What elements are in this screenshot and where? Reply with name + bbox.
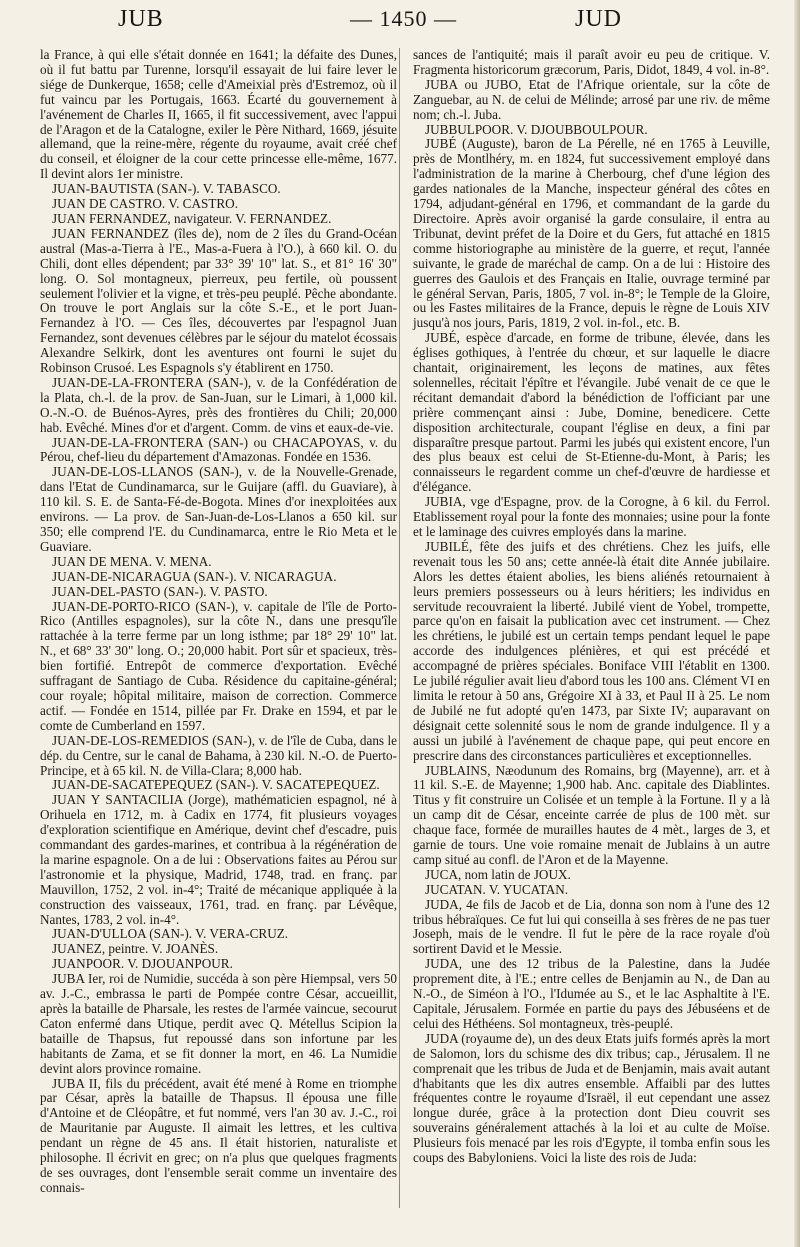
dictionary-entry: JUANEZ, peintre. V. JOANÈS. xyxy=(52,941,219,957)
left-column xyxy=(40,48,397,1196)
dictionary-entry: JUBA ou JUBO, Etat de l'Afrique orientale, sur la côte de Zanguebar, au N. de celui de Mélinde; arrosé par une riv. de même nom; ch.-l. Juba. xyxy=(413,76,770,122)
dictionary-entry: sances de l'antiquité; mais il paraît avoir eu peu de critique. V. Fragmenta historicorum græcorum, Paris, Didot, 1849, 4 vol. in-8°. xyxy=(413,47,770,77)
dictionary-entry: JUAN-DE-PORTO-RICO (SAN-), v. capitale de l'île de Porto-Rico (Antilles espagnoles), sur la côte N., dans une presqu'île rattachée à la terre ferme par un long isthme; par 18° 29' 10" lat. N., et 68° 33' 30" long. O.; 20,000 habit. Port sûr et spacieux, très-bien fortifié. Entrepôt de commerce d'exportation. Evêché suffragant de Santiago de Cuba. Résidence du capitaine-général; cour royale; hôpital militaire, maison de correction. Commerce actif. — Fondée en 1514, pillée par Fr. Drake en 1594, et par le comte de Cumberland en 1597. xyxy=(40,598,397,733)
header-left-guide-word: JUB xyxy=(118,6,164,32)
dictionary-entry: JUANPOOR. V. DJOUANPOUR. xyxy=(52,956,233,972)
dictionary-entry: JUBLAINS, Næodunum des Romains, brg (Mayenne), arr. et à 11 kil. S.-E. de Mayenne; 1,900 hab. Anc. capitale des Diablintes. Titus y fit construire un Colisée et un temple à la Fortune. Il y a là un camp dit de César, enceinte carrée de plus de 100 mèt. sur chaque face, formée de murailles hautes de 4 mèt., larges de 3, et garnie de tours. Une voie romaine menait de Jublains à un autre camp situé au confl. de l'Aron et de la Mayenne. xyxy=(413,762,770,867)
dictionary-entry: JUBÉ, espèce d'arcade, en forme de tribune, élevée, dans les églises gothiques, à l'entrée du chœur, et sur laquelle le diacre chantait, originairement, les leçons de matines, aux fêtes solennelles, récitait l'épître et l'évangile. Jubé venait de ce que le récitant demandait d'abord la bénédiction de l'officiant par une prière commençant ainsi : Jube, Domine, benedicere. Cette disposition architecturale, coupant l'église en deux, a fini par disparaître presque partout. Parmi les jubés qui existent encore, l'un des plus beaux est celui de St-Etienne-du-Mont, à Paris; les connaisseurs le regardent comme un chef-d'œuvre de hardiesse et d'élégance. xyxy=(413,330,770,495)
dictionary-entry: la France, à qui elle s'était donnée en 1641; la défaite des Dunes, où il fut battu par Turenne, lorsqu'il essayait de lui faire lever le siége de Dunkerque, 1658; celle d'Ameixial près d'Estremoz, où il fut vaincu par les Portugais, 1663. Écarté du gouvernement à l'avénement de Charles II, 1665, il fit successivement, avec l'appui de l'Aragon et de la Catalogne, exiler le Père Nithard, 1669, jésuite allemand, que la reine-mère, régente du royaume, avait créé chef du conseil, et éloigner de la cour cette princesse elle-même, 1677. Il devint alors 1er ministre. xyxy=(40,47,397,182)
dictionary-entry: JUDA, 4e fils de Jacob et de Lia, donna son nom à l'une des 12 tribus hébraïques. Ce fut lui qui conseilla à ses frères de ne pas tuer Joseph, mais de le vendre. Il fut le père de la race royale d'où sortirent David et le Messie. xyxy=(413,896,770,957)
dictionary-entry: JUAN-DE-NICARAGUA (SAN-). V. NICARAGUA. xyxy=(52,568,337,584)
page-edge-shadow xyxy=(794,0,800,1247)
dictionary-entry: JUAN-DE-SACATEPEQUEZ (SAN-). V. SACATEPEQUEZ. xyxy=(52,777,380,793)
dictionary-entry: JUBIA, vge d'Espagne, prov. de la Corogne, à 6 kil. du Ferrol. Etablissement royal pour la fonte des monnaies; usine pour la fonte et le laminage des cuivres employés dans la marine. xyxy=(413,494,770,539)
dictionary-entry: JUAN DE MENA. V. MENA. xyxy=(52,553,212,569)
dictionary-entry: JUAN FERNANDEZ (îles de), nom de 2 îles du Grand-Océan austral (Mas-a-Tierra à l'E., Mas-a-Fuera à l'O.), à 660 kil. O. du Chili, dont elles dépendent; par 33° 39' 10" lat. S., et 81° 16' 30" long. O. Sol montagneux, pierreux, peu fertile, où poussent seulement l'olivier et la vigne, et très-peu peuplé. Pêche abondante. On trouve le port Anglais sur la côte S.-E., et le port Juan-Fernandez à l'O. — Ces îles, découvertes par l'espagnol Juan Fernandez, sont devenues célèbres par le séjour du matelot écossais Alexandre Selkirk, dont les aventures ont fourni le sujet du Robinson Crusoé. Les Espagnols s'y établirent en 1750. xyxy=(40,225,397,376)
dictionary-entry: JUAN FERNANDEZ, navigateur. V. FERNANDEZ. xyxy=(52,210,332,226)
dictionary-entry: JUDA, une des 12 tribus de la Palestine, dans la Judée proprement dite, à l'E.; entre celles de Benjamin au N., de Dan au N.-O., de Siméon à l'O., l'Idumée au S., et le lac Asphaltite à l'E. Capitale, Jérusalem. Formée en partie du pays des Jébuséens et de celui des Héthéens. Sol montagneux, très-peuplé. xyxy=(413,956,770,1031)
dictionary-entry: JUAN-D'ULLOA (SAN-). V. VERA-CRUZ. xyxy=(52,926,289,942)
dictionary-entry: JUDA (royaume de), un des deux Etats juifs formés après la mort de Salomon, lors du schisme des dix tribus; cap., Jérusalem. Il ne comprenait que les tribus de Juda et de Benjamin, mais avait autant d'habitants que les dix autres ensemble. Affaibli par des luttes fréquentes contre le royaume d'Israël, il eut cependant une assez longue durée, grâce à la protection dont Dieu couvrit ses souverains généralement attachés à la loi et au culte de Moïse. Plusieurs fois menacé par les rois d'Egypte, il tomba enfin sous les coups des Babyloniens. Voici la liste des rois de Juda: xyxy=(413,1030,770,1166)
dictionary-entry: JUBBULPOOR. V. DJOUBBOULPOUR. xyxy=(425,121,648,137)
dictionary-entry: JUAN-DEL-PASTO (SAN-). V. PASTO. xyxy=(52,583,268,599)
dictionary-entry: JUCATAN. V. YUCATAN. xyxy=(425,881,569,897)
right-column xyxy=(413,48,770,1166)
dictionary-entry: JUCA, nom latin de JOUX. xyxy=(425,866,571,882)
dictionary-entry: JUAN-DE-LA-FRONTERA (SAN-), v. de la Confédération de la Plata, ch.-l. de la prov. de San-Juan, sur le Limari, à 1,000 kil. O.-N.-O. de Buénos-Ayres, près des frontières du Chili; 20,000 hab. Evêché. Mines d'or et d'argent. Comm. de vins et eaux-de-vie. xyxy=(40,374,397,435)
dictionary-entry: JUAN-BAUTISTA (SAN-). V. TABASCO. xyxy=(52,181,281,197)
dictionary-entry: JUBA Ier, roi de Numidie, succéda à son père Hiempsal, vers 50 av. J.-C., embrassa le parti de Pompée contre César, accueillit, après la bataille de Pharsale, les restes de l'armée vaincue, secourut Caton enfermé dans Utique, perdit avec Q. Métellus Scipion la bataille de Thapsus, fut repoussé dans son infortune par les habitants de Zama, et se fit donner la mort, en 46. La Numidie devint alors province romaine. xyxy=(40,971,397,1076)
header-right-guide-word: JUD xyxy=(575,6,623,32)
dictionary-entry: JUBILÉ, fête des juifs et des chrétiens. Chez les juifs, elle revenait tous les 50 ans; cette année-là était dite Année jubilaire. Alors les dettes étaient abolies, les biens aliénés retournaient à leurs premiers possesseurs ou à leurs héritiers; les individus en servitude recouvraient la liberté. Jubilé vient de Yobel, trompette, parce qu'on en faisait la publication avec cet instrument. — Chez les chrétiens, le jubilé est un certain temps pendant lequel le pape accorde des indulgences plénières, et qui est précédé et accompagné de prières spéciales. Boniface VIII l'établit en 1300. Le jubilé régulier avait lieu d'abord tous les 100 ans. Clément VI en limita le retour à 50 ans, Grégoire XI à 33, et Paul II à 25. Le nom de Jubilé ne fut adopté qu'en 1473, par Sixte IV; auparavant on désignait cette solennité sous le nom de grande indulgence. Il y a aussi un jubilé à l'avénement de chaque pape, qui peut encore en prescrire dans des circonstances particulières et exceptionnelles. xyxy=(413,538,771,763)
page-header xyxy=(0,4,800,36)
dictionary-entry: JUAN-DE-LOS-REMEDIOS (SAN-), v. de l'île de Cuba, dans le dép. du Centre, sur le canal de Bahama, à 230 kil. N.-O. de Puerto-Principe, et à 65 kil. N. de Villa-Clara; 8,000 hab. xyxy=(40,732,397,778)
dictionary-entry: JUAN DE CASTRO. V. CASTRO. xyxy=(52,196,239,212)
dictionary-entry: JUAN-DE-LA-FRONTERA (SAN-) ou CHACAPOYAS, v. du Pérou, chef-lieu du département d'Amazonas. Fondée en 1536. xyxy=(40,434,397,465)
dictionary-entry: JUBÉ (Auguste), baron de La Pérelle, né en 1765 à Leuville, près de Montlhéry, m. en 1824, fut successivement employé dans l'administration de la marine à Cherbourg, chef d'une légion des gardes nationales de la Manche, inspecteur général des côtes en 1794, adjudant-général en 1796, et commandant de la garde du Directoire. Après avoir organisé la garde consulaire, il entra au Tribunat, devint préfet de la Doire et du Gers, fut attaché en 1815 comme historiographe au ministère de la guerre, et reçut, l'année suivante, le grade de maréchal de camp. On a de lui : Histoire des guerres des Gaulois et des Français en Italie, ouvrage terminé par le général Servan, Paris, 1805, 7 vol. in-8°; le Temple de la Gloire, ou les Fastes militaires de la France, depuis le règne de Louis XIV jusqu'à nos jours, Paris, 1819, 2 vol. in-fol., etc. B. xyxy=(413,136,770,331)
dictionary-entry: JUBA II, fils du précédent, avait été mené à Rome en triomphe par César, après la bataille de Thapsus. Il épousa une fille d'Antoine et de Cléopâtre, et fut nommé, vers l'an 30 av. J.-C., roi de Mauritanie par Auguste. Il aimait les lettres, et les cultiva pendant un règne de 45 ans. Il était historien, naturaliste et philosophe. Il écrivit en grec; on n'a plus que quelques fragments de ses ouvrages, dont l'ensemble serait comme un inventaire des connais- xyxy=(40,1075,397,1195)
column-divider xyxy=(399,48,400,1208)
dictionary-entry: JUAN Y SANTACILIA (Jorge), mathématicien espagnol, né à Orihuela en 1712, m. à Cadix en 1774, fit plusieurs voyages d'exploration scientifique en Amérique, devint chef d'escadre, puis commandant des gardes-marines, et contribua à la régénération de la marine espagnole. On a de lui : Observations faites au Pérou sur l'astronomie et la physique, Madrid, 1748, trad. en franç. par Mauvillon, 1752, 2 vol. in-4°; Traité de mécanique appliquée à la construction des vaisseaux, 1761, trad. en franç. par Lévêque, Nantes, 1783, 2 vol. in-4°. xyxy=(40,792,397,927)
dictionary-entry: JUAN-DE-LOS-LLANOS (SAN-), v. de la Nouvelle-Grenade, dans l'Etat de Cundinamarca, sur le Guijare (affl. du Guaviare), à 110 kil. S. E. de Santa-Fé-de-Bogota. Mines d'or inexploitées aux environs. — La prov. de San-Juan-de-Los-Llanos a 650 kil. sur 350; elle comprend l'E. du Cundinamarca, entre le Rio Meta et le Guaviare. xyxy=(40,464,397,554)
page-number: — 1450 — xyxy=(350,6,457,31)
